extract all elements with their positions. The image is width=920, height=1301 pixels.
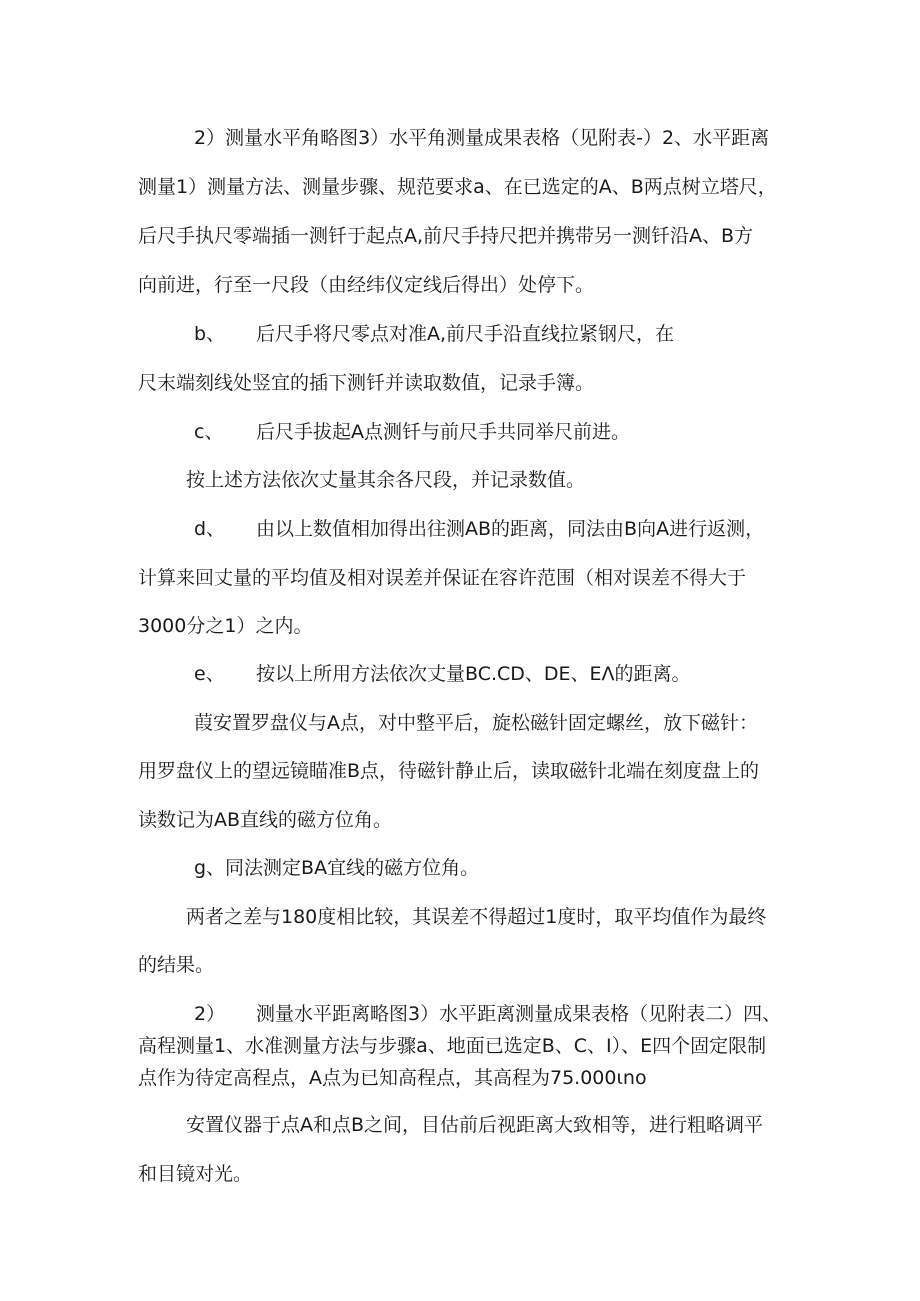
text-line: 葭安置罗盘仪与A点，对中整平后，旋松磁针固定螺丝，放下磁针： [194, 712, 758, 734]
item-label: d、 [194, 518, 226, 540]
text-line: 按上述方法依次丈量其余各尺段，并记录数值。 [186, 469, 586, 491]
item-label: b、 [194, 323, 226, 345]
text-line: 按以上所用方法依次丈量BC.CD、DE、EΛ的距离。 [256, 663, 691, 685]
text-line: 由以上数值相加得出往测AB的距离，同法由B向A进行返测， [256, 518, 765, 540]
text-line: 和目镜对光。 [138, 1163, 253, 1185]
list-item-2 [194, 1000, 781, 1028]
list-item-e [194, 660, 691, 688]
list-item-d [194, 515, 764, 543]
text-line: 读数记为AB直线的磁方位角。 [138, 809, 393, 831]
list-item-c [194, 418, 630, 446]
text-line: 后尺手执尺零端插一测钎于起点A,前尺手持尺把并携带另一测钎沿A、B方 [138, 225, 754, 247]
text-line: 用罗盘仪上的望远镜瞄准B点，待磁针静止后，读取磁针北端在刻度盘上的 [138, 760, 760, 782]
text-line: 计算来回丈量的平均值及相对误差并保证在容许范围（相对误差不得大于 [138, 567, 747, 589]
text-line: 点作为待定高程点，A点为已知高程点，其高程为75.000ιno [138, 1067, 647, 1089]
text-line: 向前进，行至一尺段（由经纬仪定线后得出）处停下。 [138, 274, 595, 296]
text-line: 2）测量水平角略图3）水平角测量成果表格（见附表-）2、水平距离 [194, 127, 770, 149]
item-label: c、 [194, 421, 224, 443]
item-label: e、 [194, 663, 225, 685]
text-line: 的结果。 [138, 954, 215, 976]
list-item-b [194, 320, 674, 348]
text-line: 两者之差与180度相比较，其误差不得超过1度时，取平均值作为最终 [186, 906, 767, 928]
text-line: 测量水平距离略图3）水平距离测量成果表格（见附表二）四、 [256, 1003, 782, 1025]
text-line: 安置仪器于点A和点B之间，目估前后视距离大致相等，进行粗略调平 [186, 1114, 764, 1136]
text-line: 后尺手将尺零点对准A,前尺手沿直线拉紧钢尺，在 [256, 323, 675, 345]
text-line: 3000分之1）之内。 [138, 615, 313, 637]
text-line: 高程测量1、水准测量方法与步骤a、地面已选定B、C、I）、E四个固定限制 [138, 1035, 767, 1057]
text-line: g、同法测定BA宜线的磁方位角。 [194, 857, 480, 879]
text-line: 测量1）测量方法、测量步骤、规范要求a、在已选定的A、B两点树立塔尺， [138, 176, 777, 198]
text-line: 尺末端刻线处竖宜的插下测钎并读取数值，记录手簿。 [138, 372, 595, 394]
item-label: 2） [194, 1003, 226, 1025]
text-line: 后尺手拔起A点测钎与前尺手共同举尺前进。 [256, 421, 630, 443]
